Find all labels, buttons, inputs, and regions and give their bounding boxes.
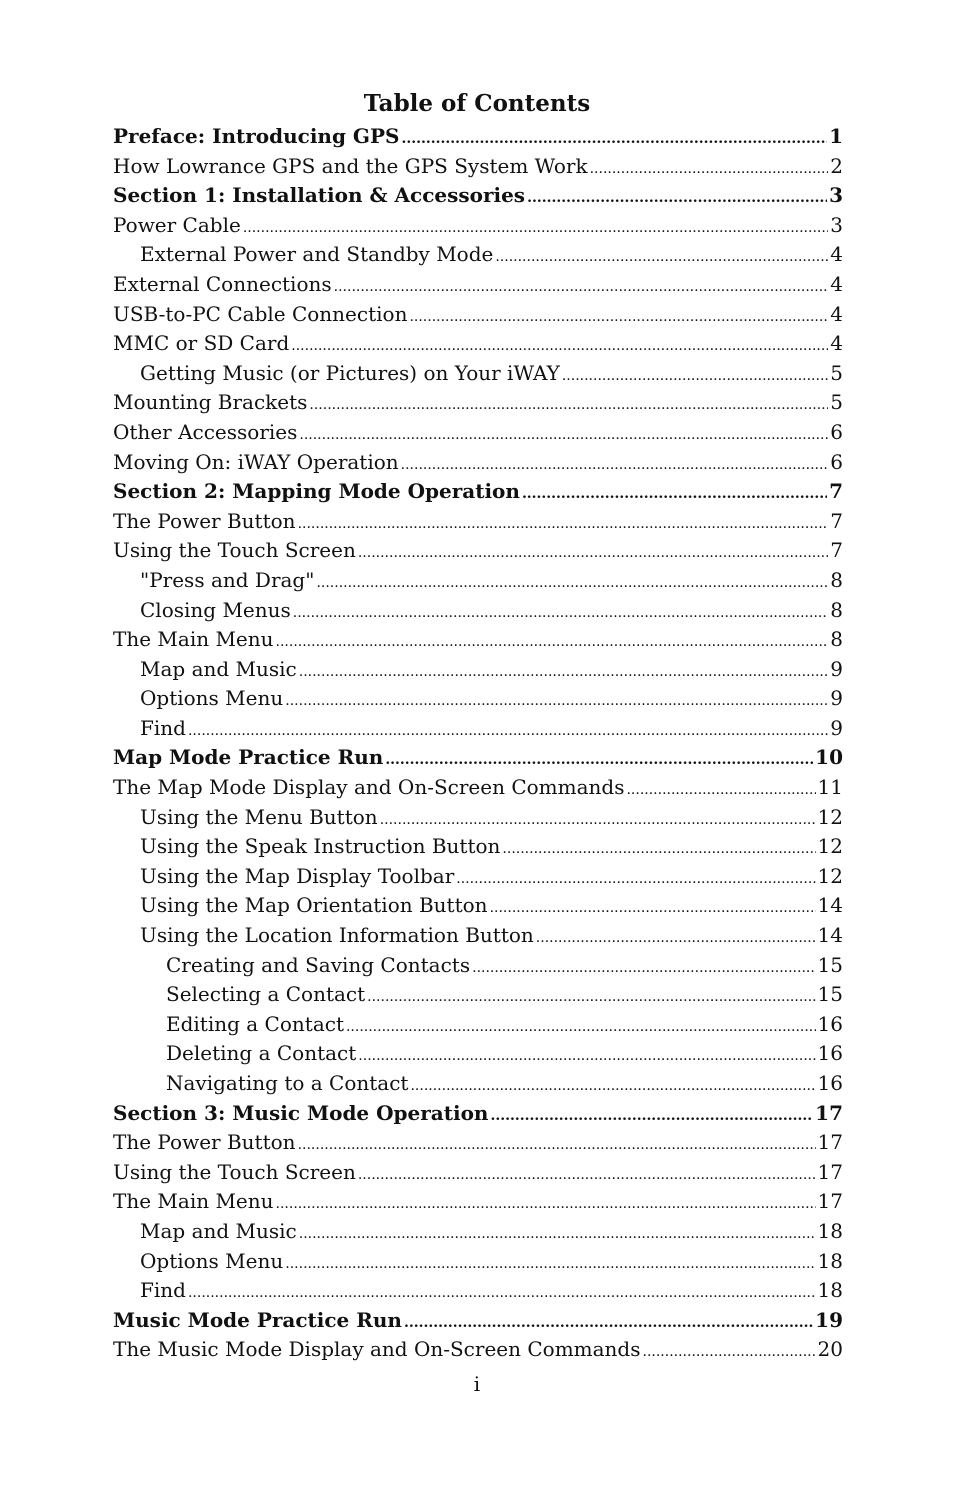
toc-entry-label: MMC or SD Card: [113, 331, 290, 356]
toc-entry[interactable]: [113, 980, 843, 1010]
toc-entry-label: The Map Mode Display and On-Screen Commands: [113, 775, 625, 800]
toc-entry-label: Deleting a Contact: [166, 1041, 357, 1066]
dot-leader: [409, 303, 828, 333]
dot-leader: [495, 243, 828, 273]
dot-leader: [276, 628, 829, 658]
toc-entry-page-number: 4: [830, 242, 843, 267]
toc-entry-page-number: 1: [829, 124, 843, 148]
toc-entry[interactable]: [113, 596, 843, 626]
toc-entry-label: Moving On: iWAY Operation: [113, 449, 399, 474]
toc-entry-page-number: 9: [830, 686, 843, 711]
dot-leader: [456, 865, 815, 895]
toc-entry-label: External Power and Standby Mode: [140, 242, 494, 267]
toc-entry-label: USB-to-PC Cable Connection: [113, 301, 408, 326]
dot-leader: [285, 1250, 815, 1280]
toc-entry[interactable]: [113, 625, 843, 655]
toc-entry-label: Using the Touch Screen: [113, 538, 356, 563]
toc-entry-label: "Press and Drag": [140, 567, 315, 592]
toc-list: [113, 122, 843, 1365]
page-number: i: [473, 1372, 481, 1396]
toc-entry-label: Preface: Introducing GPS: [113, 124, 400, 148]
toc-entry[interactable]: [113, 655, 843, 685]
dot-leader: [298, 1131, 816, 1161]
dot-leader: [299, 658, 829, 688]
toc-entry[interactable]: [113, 1039, 843, 1069]
toc-entry-page-number: 14: [817, 923, 843, 948]
toc-entry-label: Section 3: Music Mode Operation: [113, 1100, 489, 1125]
toc-entry-label: The Main Menu: [113, 627, 274, 652]
toc-entry[interactable]: [113, 1187, 843, 1217]
toc-entry-page-number: 7: [830, 538, 843, 563]
toc-entry[interactable]: [113, 1247, 843, 1277]
toc-entry-page-number: 6: [830, 449, 843, 474]
dot-leader: [401, 125, 827, 155]
toc-entry-label: Using the Speak Instruction Button: [140, 834, 501, 859]
toc-entry[interactable]: [113, 122, 843, 152]
dot-leader: [243, 214, 828, 244]
toc-entry[interactable]: [113, 921, 843, 951]
toc-entry[interactable]: [113, 832, 843, 862]
toc-entry-label: Options Menu: [140, 1248, 284, 1273]
toc-entry[interactable]: [113, 1335, 843, 1365]
toc-entry-label: Navigating to a Contact: [166, 1071, 409, 1095]
toc-entry-label: Music Mode Practice Run: [113, 1307, 402, 1332]
toc-entry[interactable]: [113, 773, 843, 803]
dot-leader: [358, 1161, 816, 1191]
dot-leader: [358, 1042, 815, 1072]
dot-leader: [527, 184, 827, 214]
toc-entry-page-number: 15: [817, 952, 843, 977]
toc-entry[interactable]: [113, 1099, 843, 1129]
toc-entry-page-number: 2: [830, 153, 843, 178]
dot-leader: [346, 1013, 816, 1043]
toc-entry[interactable]: [113, 507, 843, 537]
toc-entry-label: The Main Menu: [113, 1189, 274, 1214]
toc-entry-page-number: 4: [830, 301, 843, 326]
dot-leader: [401, 451, 829, 481]
dot-leader: [643, 1338, 816, 1368]
dot-leader: [358, 539, 828, 569]
toc-entry-page-number: 16: [817, 1041, 843, 1066]
toc-entry-page-number: 17: [815, 1100, 843, 1125]
toc-entry-page-number: 17: [817, 1189, 843, 1214]
toc-entry-page-number: 12: [817, 834, 843, 859]
toc-entry-page-number: 8: [830, 597, 843, 622]
toc-entry-page-number: 4: [830, 271, 843, 296]
dot-leader: [380, 806, 816, 836]
toc-entry[interactable]: [113, 1128, 843, 1158]
toc-entry-page-number: 14: [817, 893, 843, 918]
toc-entry[interactable]: [113, 152, 843, 182]
dot-leader: [502, 835, 815, 865]
dot-leader: [276, 1190, 816, 1220]
dot-leader: [298, 510, 829, 540]
dot-leader: [490, 894, 816, 924]
dot-leader: [285, 687, 828, 717]
toc-entry-label: Options Menu: [140, 686, 284, 711]
toc-entry-label: The Music Mode Display and On-Screen Commands: [113, 1337, 641, 1362]
toc-entry-label: Using the Menu Button: [140, 804, 378, 829]
dot-leader: [188, 1279, 816, 1309]
toc-entry-label: Map and Music: [140, 1218, 297, 1243]
toc-entry[interactable]: [113, 862, 843, 892]
toc-entry-page-number: 12: [817, 863, 843, 888]
toc-entry-page-number: 19: [815, 1307, 843, 1332]
toc-entry-page-number: 8: [830, 567, 843, 592]
toc-entry[interactable]: [113, 477, 843, 507]
toc-entry-page-number: 8: [830, 627, 843, 652]
toc-entry-page-number: 18: [817, 1248, 843, 1273]
toc-title: Table of Contents: [363, 90, 591, 117]
toc-entry-label: Mounting Brackets: [113, 390, 308, 415]
toc-entry-page-number: 10: [815, 745, 843, 770]
toc-entry-page-number: 17: [817, 1159, 843, 1184]
toc-entry[interactable]: [113, 566, 843, 596]
toc-entry[interactable]: [113, 891, 843, 921]
dot-leader: [291, 332, 828, 362]
toc-entry-page-number: 9: [830, 656, 843, 681]
toc-entry[interactable]: [113, 951, 843, 981]
dot-leader: [299, 1220, 816, 1250]
dot-leader: [522, 480, 827, 510]
dot-leader: [293, 599, 828, 629]
toc-entry-label: Section 2: Mapping Mode Operation: [113, 479, 520, 504]
toc-entry-page-number: 7: [829, 479, 843, 504]
toc-entry-label: External Connections: [113, 271, 332, 296]
toc-entry[interactable]: [113, 270, 843, 300]
toc-entry-page-number: 15: [817, 982, 843, 1007]
dot-leader: [536, 924, 816, 954]
toc-entry-label: The Power Button: [113, 508, 296, 533]
toc-entry-page-number: 16: [817, 1071, 843, 1095]
toc-entry-label: How Lowrance GPS and the GPS System Work: [113, 153, 588, 178]
toc-entry-label: Selecting a Contact: [166, 982, 366, 1007]
toc-entry[interactable]: [113, 211, 843, 241]
toc-entry-label: Using the Location Information Button: [140, 923, 534, 948]
toc-entry-label: Using the Map Display Toolbar: [140, 863, 455, 888]
toc-entry-label: Other Accessories: [113, 419, 298, 444]
toc-entry-page-number: 9: [830, 715, 843, 740]
dot-leader: [410, 1072, 815, 1102]
toc-entry-label: Section 1: Installation & Accessories: [113, 183, 526, 208]
toc-entry-page-number: 17: [817, 1130, 843, 1155]
toc-entry[interactable]: [113, 1069, 843, 1099]
toc-entry-label: Closing Menus: [140, 597, 291, 622]
toc-entry-page-number: 18: [817, 1218, 843, 1243]
dot-leader: [188, 717, 828, 747]
toc-entry[interactable]: [113, 684, 843, 714]
dot-leader: [309, 391, 828, 421]
dot-leader: [562, 362, 828, 392]
dot-leader: [490, 1102, 813, 1132]
toc-entry-page-number: 5: [830, 360, 843, 385]
toc-entry[interactable]: [113, 240, 843, 270]
toc-entry[interactable]: [113, 388, 843, 418]
toc-entry-label: Using the Touch Screen: [113, 1159, 356, 1184]
toc-entry-page-number: 3: [830, 212, 843, 237]
toc-entry[interactable]: [113, 300, 843, 330]
dot-leader: [472, 954, 815, 984]
toc-entry[interactable]: [113, 181, 843, 211]
toc-entry[interactable]: [113, 1010, 843, 1040]
toc-entry-page-number: 16: [817, 1011, 843, 1036]
toc-entry-page-number: 20: [817, 1337, 843, 1362]
toc-entry-page-number: 12: [817, 804, 843, 829]
toc-entry[interactable]: [113, 714, 843, 744]
toc-entry[interactable]: [113, 1276, 843, 1306]
dot-leader: [316, 569, 828, 599]
toc-entry-page-number: 6: [830, 419, 843, 444]
toc-entry[interactable]: [113, 359, 843, 389]
toc-entry[interactable]: [113, 448, 843, 478]
dot-leader: [385, 746, 813, 776]
toc-entry[interactable]: [113, 329, 843, 359]
toc-entry-label: Map Mode Practice Run: [113, 745, 384, 770]
toc-entry[interactable]: [113, 803, 843, 833]
toc-entry-page-number: 18: [817, 1278, 843, 1303]
toc-entry-label: The Power Button: [113, 1130, 296, 1155]
toc-entry-label: Creating and Saving Contacts: [166, 952, 471, 977]
dot-leader: [626, 776, 815, 806]
toc-entry-label: Find: [140, 1278, 186, 1303]
toc-entry-page-number: 7: [830, 508, 843, 533]
dot-leader: [404, 1309, 813, 1339]
dot-leader: [590, 155, 829, 185]
toc-entry[interactable]: [113, 1217, 843, 1247]
toc-entry[interactable]: [113, 1158, 843, 1188]
toc-entry-label: Map and Music: [140, 656, 297, 681]
dot-leader: [334, 273, 829, 303]
toc-entry-page-number: 4: [830, 331, 843, 356]
toc-entry-page-number: 5: [830, 390, 843, 415]
toc-entry-label: Getting Music (or Pictures) on Your iWAY: [140, 360, 560, 385]
toc-entry-label: Power Cable: [113, 212, 241, 237]
toc-entry-page-number: 3: [829, 183, 843, 208]
toc-entry-label: Find: [140, 715, 186, 740]
toc-entry-label: Using the Map Orientation Button: [140, 893, 488, 918]
toc-entry[interactable]: [113, 418, 843, 448]
dot-leader: [299, 421, 828, 451]
toc-entry-page-number: 11: [817, 775, 843, 800]
toc-entry[interactable]: [113, 536, 843, 566]
toc-entry[interactable]: [113, 743, 843, 773]
toc-entry[interactable]: [113, 1306, 843, 1336]
toc-entry-label: Editing a Contact: [166, 1011, 344, 1036]
dot-leader: [367, 983, 815, 1013]
